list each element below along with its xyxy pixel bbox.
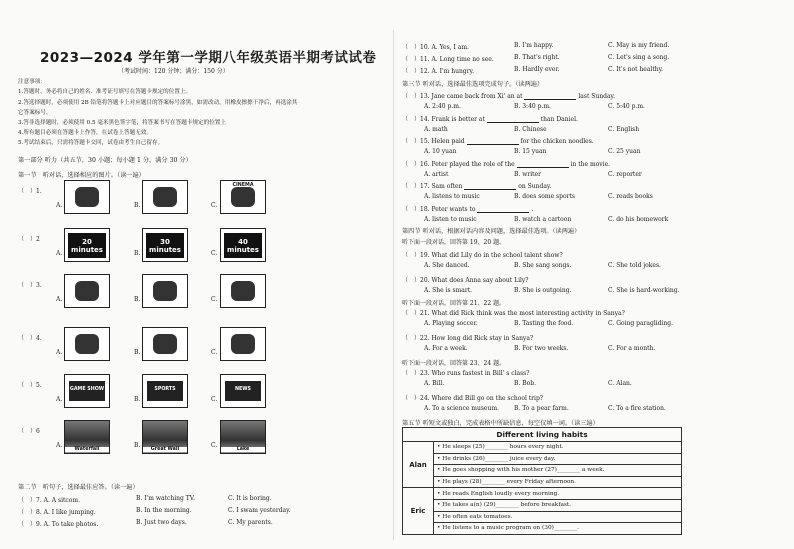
option-a: A. artist <box>424 170 449 178</box>
question-tail: . <box>531 205 534 213</box>
option-a: A. 2:40 p.m. <box>424 103 461 110</box>
table-line: • He plays (28)________ every Friday afternoon. <box>434 476 682 488</box>
picture-label: Great Wall <box>143 447 187 452</box>
table-line: • He listens to a music program on (30)________. <box>434 523 682 535</box>
question-tail: than Daniel. <box>540 115 578 123</box>
q21: （ ）21. What did Rick think was the most interesting activity in Sanya? <box>402 310 625 317</box>
picture-label: 40 minutes <box>227 238 259 254</box>
option-letter: C. <box>211 396 218 403</box>
clock-30-icon <box>142 228 188 262</box>
section4-intro-3: 听下面一段对话，回答第 23、24 题。 <box>402 360 506 367</box>
left-page <box>0 0 392 549</box>
option-c: C. 25 yuan <box>608 148 641 155</box>
q20: （ ）20. What does Anna say about Lily? <box>402 277 529 284</box>
q21-a: A. Playing soccer. <box>424 320 478 327</box>
q21-c: C. Going paragliding. <box>608 320 674 327</box>
lake-icon <box>220 420 266 454</box>
q22-c: C. For a month. <box>608 345 656 352</box>
option-letter: B. <box>134 442 141 449</box>
tv-news-icon <box>220 374 266 408</box>
q7: （ ）7. A. A sitcom. <box>18 497 80 504</box>
question-stem: （ ）15. Helen paid <box>402 138 465 145</box>
table-line: • He drinks (26)________ juice every day. <box>434 453 682 465</box>
clock-20-icon <box>64 228 110 262</box>
question-tail: last Sunday. <box>578 93 616 100</box>
option-b: B. does some sports <box>514 193 575 200</box>
q24-c: C. To a fire station. <box>608 405 666 412</box>
q8-c: C. I swam yesterday. <box>228 507 291 514</box>
option-letter: C. <box>211 296 218 303</box>
tv-game-show-icon <box>64 374 110 408</box>
section4-intro-2: 听下面一段对话，回答第 21、22 题。 <box>402 300 506 307</box>
q22-a: A. For a week. <box>424 345 468 352</box>
option-a: A. math <box>424 125 448 133</box>
notice-2b: 它答案标号。 <box>18 110 52 116</box>
answer-blank <box>477 206 529 213</box>
q10-b: B. I'm happy. <box>514 42 554 49</box>
great-wall-icon <box>142 420 188 454</box>
q13 <box>402 91 615 100</box>
option-c: C. do his homework <box>608 215 669 223</box>
picture-label: Waterfall <box>65 447 109 452</box>
q7-b: B. I'm watching TV. <box>136 495 195 502</box>
question-stem: （ ）18. Peter wants to <box>402 205 476 213</box>
clock-40-icon <box>220 228 266 262</box>
q14 <box>402 114 578 123</box>
question-stem: （ ）17. Sam often <box>402 183 463 190</box>
answer-blank <box>524 93 576 100</box>
section5-heading: 第五节 听短文或独白，完成表格中所缺信息，每空仅填一词。（读三遍） <box>402 420 599 427</box>
q17 <box>402 181 551 190</box>
q12: （ ）12. A. I'm hungry. <box>402 68 475 75</box>
picture-question-number: （ ）2 <box>18 236 40 243</box>
question-stem: （ ）13. Jane came back from Xi' an at <box>402 93 523 100</box>
q19: （ ）19. What did Lily do in the school talent show? <box>402 252 563 259</box>
option-letter: B. <box>134 202 141 209</box>
option-c: C. reporter <box>608 170 642 178</box>
q7-c: C. It is boring. <box>228 495 272 502</box>
section4-intro-1: 听下面一段对话，回答第 19、20 题。 <box>402 239 506 246</box>
q10: （ ）10. A. Yes, I am. <box>402 44 469 51</box>
picture-label: GAME SHOW <box>69 387 105 392</box>
q20-a: A. She is smart. <box>424 287 473 294</box>
q9-c: C. My parents. <box>228 519 273 526</box>
dancer-icon <box>142 274 188 308</box>
option-letter: B. <box>134 349 141 356</box>
notice-4: 4.所有题目必须在答题卡上作答，在试卷上答题无效。 <box>18 130 152 136</box>
option-letter: A. <box>56 442 63 449</box>
q23-a: A. Bill. <box>424 380 445 387</box>
q12-c: C. It's not healthy. <box>608 66 664 73</box>
option-b: B. Chinese <box>514 125 547 133</box>
q22-b: B. For two weeks. <box>514 345 569 352</box>
sedan-icon <box>64 327 110 361</box>
option-c: C. reads books <box>608 193 653 200</box>
q9: （ ）9. A. To take photos. <box>18 521 99 528</box>
section1-heading: 第一节 听对话，选择相应的图片。（读一遍） <box>18 172 145 179</box>
exam-title: 2023—2024 学年第一学期八年级英语半期考试试卷 <box>40 50 377 66</box>
tv-sports-icon <box>142 374 188 408</box>
notice-1: 1.答题时，务必将自己的姓名、准考证号填写在答题卡规定的位置上。 <box>18 89 192 95</box>
q20-c: C. She is hard-working. <box>608 287 680 294</box>
table-line: • He often eats tomatoes. <box>434 511 682 523</box>
option-c: C. English <box>608 125 640 133</box>
q11-c: C. Let's sing a song. <box>608 54 670 61</box>
row-name-eric: Eric <box>403 488 434 534</box>
option-letter: A. <box>56 250 63 257</box>
question-tail: on Sunday. <box>518 183 552 190</box>
picture-label: Lake <box>221 447 265 452</box>
q23-b: B. Bob. <box>514 380 536 387</box>
watch-icon <box>220 327 266 361</box>
picture-label: CINEMA <box>232 183 254 188</box>
waterfall-icon <box>64 420 110 454</box>
part1-heading: 第一部分 听力（共五节，30 小题；每小题 1 分，满分 30 分） <box>18 157 192 164</box>
food-icon <box>142 180 188 214</box>
picture-question-number: （ ）5. <box>18 382 42 389</box>
question-tail: for the chicken noodles. <box>520 138 594 145</box>
picture-label: 20 minutes <box>71 238 103 254</box>
piano-icon <box>64 274 110 308</box>
question-tail: in the movie. <box>570 160 611 168</box>
notice-5: 5.考试结束后，只需将答题卡交回，试卷由考生自己留存。 <box>18 140 164 146</box>
option-a: A. listens to music <box>424 193 480 200</box>
picture-question-number: （ ）3. <box>18 282 42 289</box>
q21-b: B. Tasting the food. <box>514 320 574 327</box>
option-c: C. 5:40 p.m. <box>608 103 645 110</box>
option-letter: C. <box>211 202 218 209</box>
living-habits-table <box>402 427 682 535</box>
option-letter: B. <box>134 250 141 257</box>
picture-question-number: （ ）1. <box>18 188 42 195</box>
question-stem: （ ）14. Frank is better at <box>402 115 485 123</box>
car-icon <box>64 180 110 214</box>
option-letter: B. <box>134 296 141 303</box>
option-letter: C. <box>211 250 218 257</box>
option-b: B. writer <box>514 170 541 178</box>
exam-subtitle: （考试时间：120 分钟；满分：150 分） <box>118 68 229 75</box>
answer-blank <box>464 183 516 190</box>
drink-can-icon <box>142 327 188 361</box>
option-a: A. 10 yuan <box>424 148 457 155</box>
q24-b: B. To a pear farm. <box>514 405 569 412</box>
picture-question-number: （ ）4. <box>18 335 42 342</box>
q12-b: B. Hardly ever. <box>514 66 560 73</box>
q8: （ ）8. A. I like jumping. <box>18 509 96 516</box>
q11: （ ）11. A. Long time no see. <box>402 56 494 63</box>
option-letter: C. <box>211 442 218 449</box>
swimmer-icon <box>220 274 266 308</box>
q9-b: B. Just two days. <box>136 519 187 526</box>
q22: （ ）22. How long did Rick stay in Sanya? <box>402 335 534 342</box>
page-divider <box>393 30 394 540</box>
notice-3: 3.答非选择题时，必须使用 0.5 毫米黑色签字笔，将答案书写在答题卡规定的位置上 <box>18 120 226 126</box>
q19-a: A. She danced. <box>424 262 470 269</box>
table-header: Different living habits <box>403 428 682 442</box>
table-line: • He goes shopping with his mother (27)________ a week. <box>434 465 682 477</box>
q23: （ ）23. Who runs fastest in Bill' s class? <box>402 370 530 377</box>
table-line: • He reads English loudly every morning. <box>434 488 682 500</box>
q24-a: A. To a science museum. <box>424 405 499 412</box>
picture-label: 30 minutes <box>149 238 181 254</box>
section4-heading: 第四节 听对话，根据对话内容及问题，选择最佳选项。（读两遍） <box>402 228 581 235</box>
picture-label: SPORTS <box>154 387 176 392</box>
answer-blank <box>517 161 569 168</box>
notice-title: 注意事项： <box>18 79 46 85</box>
section3-heading: 第三节 听对话，选择最佳选项完成句子。（读两遍） <box>402 81 544 88</box>
q19-c: C. She told jokes. <box>608 262 661 269</box>
option-letter: B. <box>134 396 141 403</box>
option-b: B. 3:40 p.m. <box>514 103 551 110</box>
notice-2: 2.答选择题时，必须使用 2B 铅笔将答题卡上对应题目的答案标号涂黑，如需改动，用橡皮擦擦干净后，再选涂其 <box>18 100 298 106</box>
cinema-icon <box>220 180 266 214</box>
answer-blank <box>487 116 539 123</box>
picture-label: NEWS <box>234 387 252 392</box>
option-letter: C. <box>211 349 218 356</box>
q18 <box>402 204 533 213</box>
q24: （ ）24. Where did Bill go on the school trip? <box>402 395 544 402</box>
picture-question-number: （ ）6 <box>18 428 40 435</box>
option-letter: A. <box>56 349 63 356</box>
option-letter: A. <box>56 396 63 403</box>
q10-c: C. May is my friend. <box>608 42 670 49</box>
q11-b: B. That's right. <box>514 54 560 61</box>
option-letter: A. <box>56 296 63 303</box>
q23-c: C. Alan. <box>608 380 632 387</box>
question-stem: （ ）16. Peter played the role of the <box>402 160 515 168</box>
option-b: B. watch a cartoon <box>514 215 572 223</box>
table-line: • He sleeps (25)________ hours every night. <box>434 442 682 454</box>
option-letter: A. <box>56 202 63 209</box>
option-a: A. listen to music <box>424 215 477 223</box>
q20-b: B. She is outgoing. <box>514 287 572 294</box>
q15 <box>402 136 594 145</box>
q8-b: B. In the morning. <box>136 507 192 514</box>
answer-blank <box>467 138 519 145</box>
table-line: • He takes a(n) (29)________ before breakfast. <box>434 499 682 511</box>
row-name-alan: Alan <box>403 442 434 488</box>
section2-heading: 第二节 听句子，选择最佳应答。（读一遍） <box>18 484 139 491</box>
option-b: B. 15 yuan <box>514 148 547 155</box>
q19-b: B. She sang songs. <box>514 262 572 269</box>
q16 <box>402 159 610 168</box>
